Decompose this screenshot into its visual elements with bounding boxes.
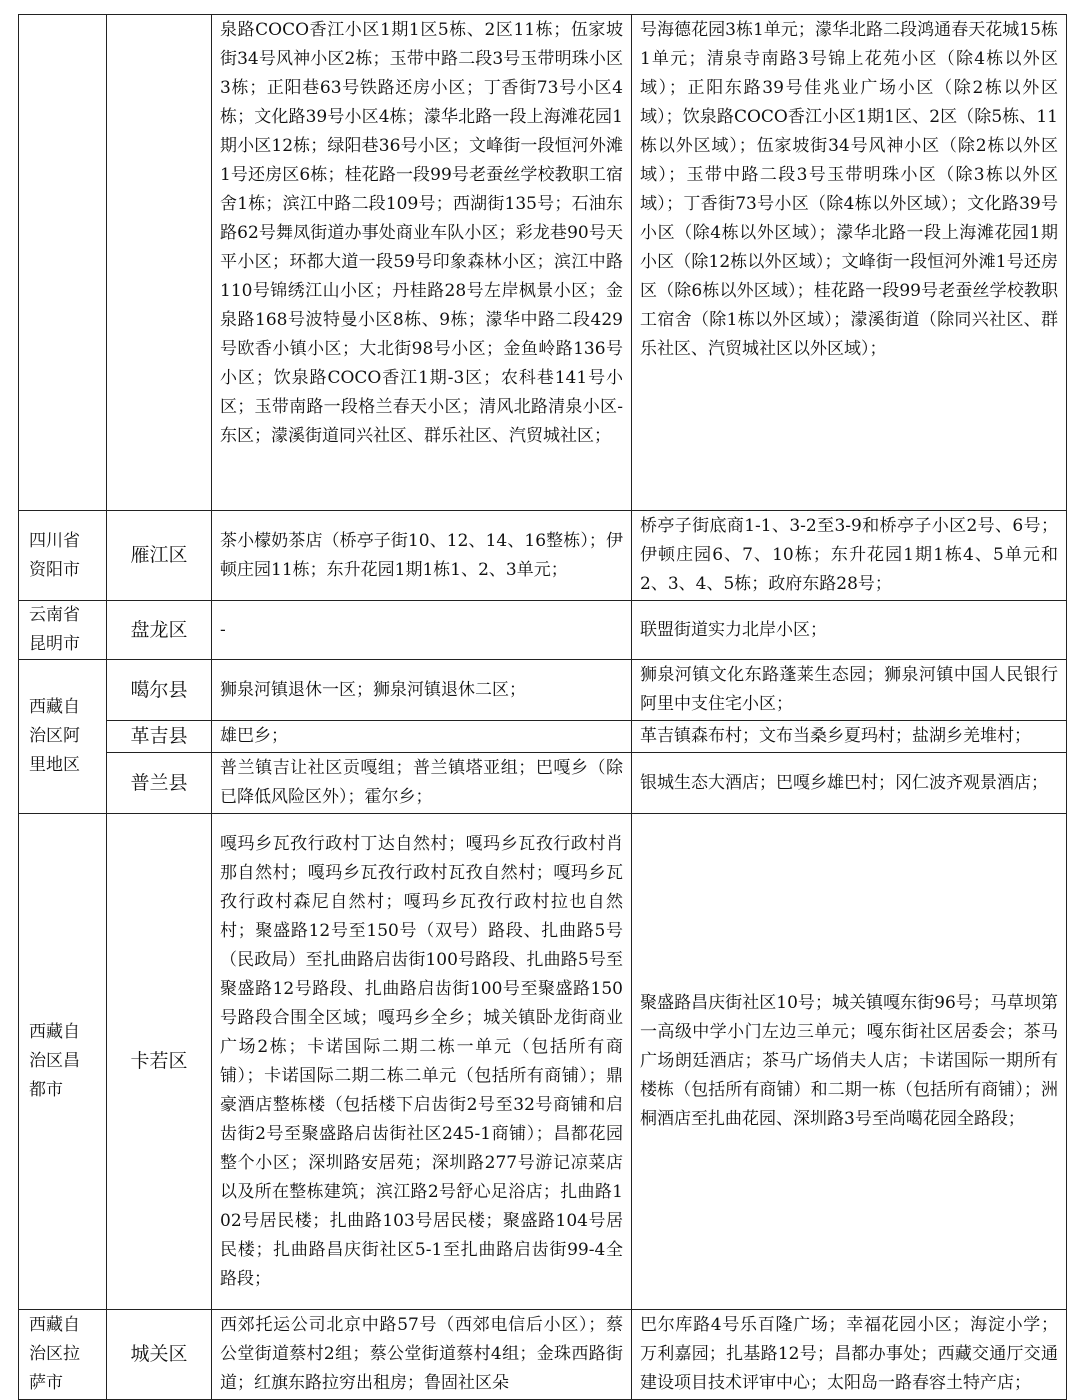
medium-risk-cell: 泉路COCO香江小区1期1区5栋、2区11栋；伍家坡街34号风神小区2栋；玉带中路二段3号玉带明珠小区3栋；正阳巷63号铁路还房小区；丁香街73号小区4栋；文化路39号小区4栋；濛华北路一段上海滩花园1期小区12栋；绿阳巷36号小区；文峰街一段恒河外滩1号还房区6栋；桂花路一段99号老蚕丝学校教职工宿舍1栋；滨江中路二段109号；西湖街135号；石油东路62号舞凤街道办事处商业车队小区；彩龙巷90号天平小区；环都大道一段59号印象森林小区；滨江中路110号锦绣江山小区；丹桂路28号左岸枫景小区；金泉路168号波特曼小区8栋、9栋；濛华中路二段429号欧香小镇小区；大北街98号小区；金鱼岭路136号小区；饮泉路COCO香江1期-3区；农科巷141号小区；玉带南路一段格兰春天小区；清风北路清泉小区-东区；濛溪街道同兴社区、群乐社区、汽贸城社区； <box>212 15 632 511</box>
province-cell: 云南省昆明市 <box>19 601 107 660</box>
medium-risk-cell: 西郊托运公司北京中路57号（西郊电信后小区）；蔡公堂街道蔡村2组；蔡公堂街道蔡村4组；金珠西路街道；红旗东路拉穷出租房；鲁固社区朵 <box>212 1310 632 1400</box>
district-cell: 卡若区 <box>107 814 212 1310</box>
low-risk-cell: 聚盛路昌庆街社区10号；城关镇嘎东街96号；马草坝第一高级中学小门左边三单元；嘎东街社区居委会；茶马广场朗廷酒店；茶马广场俏夫人店；卡诺国际一期所有楼栋（包括所有商铺）和二期一栋（包括所有商铺）；洲桐酒店至扎曲花园、深圳路3号至尚噶花园全路段； <box>632 814 1067 1310</box>
medium-risk-cell: - <box>212 601 632 660</box>
low-risk-cell: 银城生态大酒店；巴嘎乡雄巴村；冈仁波齐观景酒店； <box>632 753 1067 814</box>
table-row <box>19 511 1067 601</box>
low-risk-cell: 革吉镇森布村；文布当桑乡夏玛村；盐湖乡羌堆村； <box>632 721 1067 753</box>
table-row <box>19 721 1067 753</box>
table-row <box>19 1310 1067 1400</box>
low-risk-cell: 联盟街道实力北岸小区； <box>632 601 1067 660</box>
province-cell: 西藏自治区拉萨市 <box>19 1310 107 1400</box>
table-row <box>19 601 1067 660</box>
district-cell: 普兰县 <box>107 753 212 814</box>
low-risk-cell: 狮泉河镇文化东路蓬莱生态园；狮泉河镇中国人民银行阿里中支住宅小区； <box>632 660 1067 721</box>
table-row <box>19 753 1067 814</box>
medium-risk-cell: 雄巴乡； <box>212 721 632 753</box>
province-cell: 西藏自治区昌都市 <box>19 814 107 1310</box>
table-row <box>19 660 1067 721</box>
medium-risk-cell: 普兰镇吉让社区贡嘎组；普兰镇塔亚组；巴嘎乡（除已降低风险区外）；霍尔乡； <box>212 753 632 814</box>
medium-risk-cell: 狮泉河镇退休一区；狮泉河镇退休二区； <box>212 660 632 721</box>
low-risk-cell: 巴尔库路4号乐百隆广场；幸福花园小区；海淀小学；万利嘉园；扎基路12号；昌都办事处；西藏交通厅交通建设项目技术评审中心；太阳岛一路春容土特产店； <box>632 1310 1067 1400</box>
risk-area-table <box>18 14 1067 1400</box>
district-cell: 噶尔县 <box>107 660 212 721</box>
table-row <box>19 15 1067 511</box>
district-cell: 雁江区 <box>107 511 212 601</box>
district-cell: 革吉县 <box>107 721 212 753</box>
medium-risk-cell: 茶小檬奶茶店（桥亭子街10、12、14、16整栋）；伊顿庄园11栋；东升花园1期1栋1、2、3单元； <box>212 511 632 601</box>
province-cell <box>19 15 107 511</box>
district-cell: 盘龙区 <box>107 601 212 660</box>
low-risk-cell: 桥亭子街底商1-1、3-2至3-9和桥亭子小区2号、6号；伊顿庄园6、7、10栋；东升花园1期1栋4、5单元和2、3、4、5栋；政府东路28号； <box>632 511 1067 601</box>
district-cell <box>107 15 212 511</box>
district-cell: 城关区 <box>107 1310 212 1400</box>
province-cell: 西藏自治区阿里地区 <box>19 660 107 814</box>
low-risk-cell: 号海德花园3栋1单元；濛华北路二段鸿通春天花城15栋1单元；清泉寺南路3号锦上花苑小区（除4栋以外区域）；正阳东路39号佳兆业广场小区（除2栋以外区域）；饮泉路COCO香江小区1期1区、2区（除5栋、11栋以外区域）；伍家坡街34号风神小区（除2栋以外区域）；玉带中路二段3号玉带明珠小区（除3栋以外区域）；丁香街73号小区（除4栋以外区域）；文化路39号小区（除4栋以外区域）；濛华北路一段上海滩花园1期小区（除12栋以外区域）；文峰街一段恒河外滩1号还房区（除6栋以外区域）；桂花路一段99号老蚕丝学校教职工宿舍（除1栋以外区域）；濛溪街道（除同兴社区、群乐社区、汽贸城社区以外区域）； <box>632 15 1067 511</box>
medium-risk-cell: 嘎玛乡瓦孜行政村丁达自然村；嘎玛乡瓦孜行政村肖那自然村；嘎玛乡瓦孜行政村瓦孜自然村；嘎玛乡瓦孜行政村森尼自然村；嘎玛乡瓦孜行政村拉也自然村；聚盛路12号至150号（双号）路段、扎曲路5号（民政局）至扎曲路启齿街100号路段、扎曲路5号至聚盛路12号路段、扎曲路启齿街100号至聚盛路150号路段合围全区域；嘎玛乡全乡；城关镇卧龙街商业广场2栋；卡诺国际二期二栋一单元（包括所有商铺）；卡诺国际二期二栋二单元（包括所有商铺）；鼎豪酒店整栋楼（包括楼下启齿街2号至32号商铺和启齿街2号至聚盛路启齿街社区245-1商铺）；昌都花园整个小区；深圳路安居苑；深圳路277号游记凉菜店以及所在整栋建筑；滨江路2号舒心足浴店；扎曲路102号居民楼；扎曲路103号居民楼；聚盛路104号居民楼；扎曲路昌庆街社区5-1至扎曲路启齿街99-4全路段； <box>212 814 632 1310</box>
table-row <box>19 814 1067 1310</box>
province-cell: 四川省资阳市 <box>19 511 107 601</box>
